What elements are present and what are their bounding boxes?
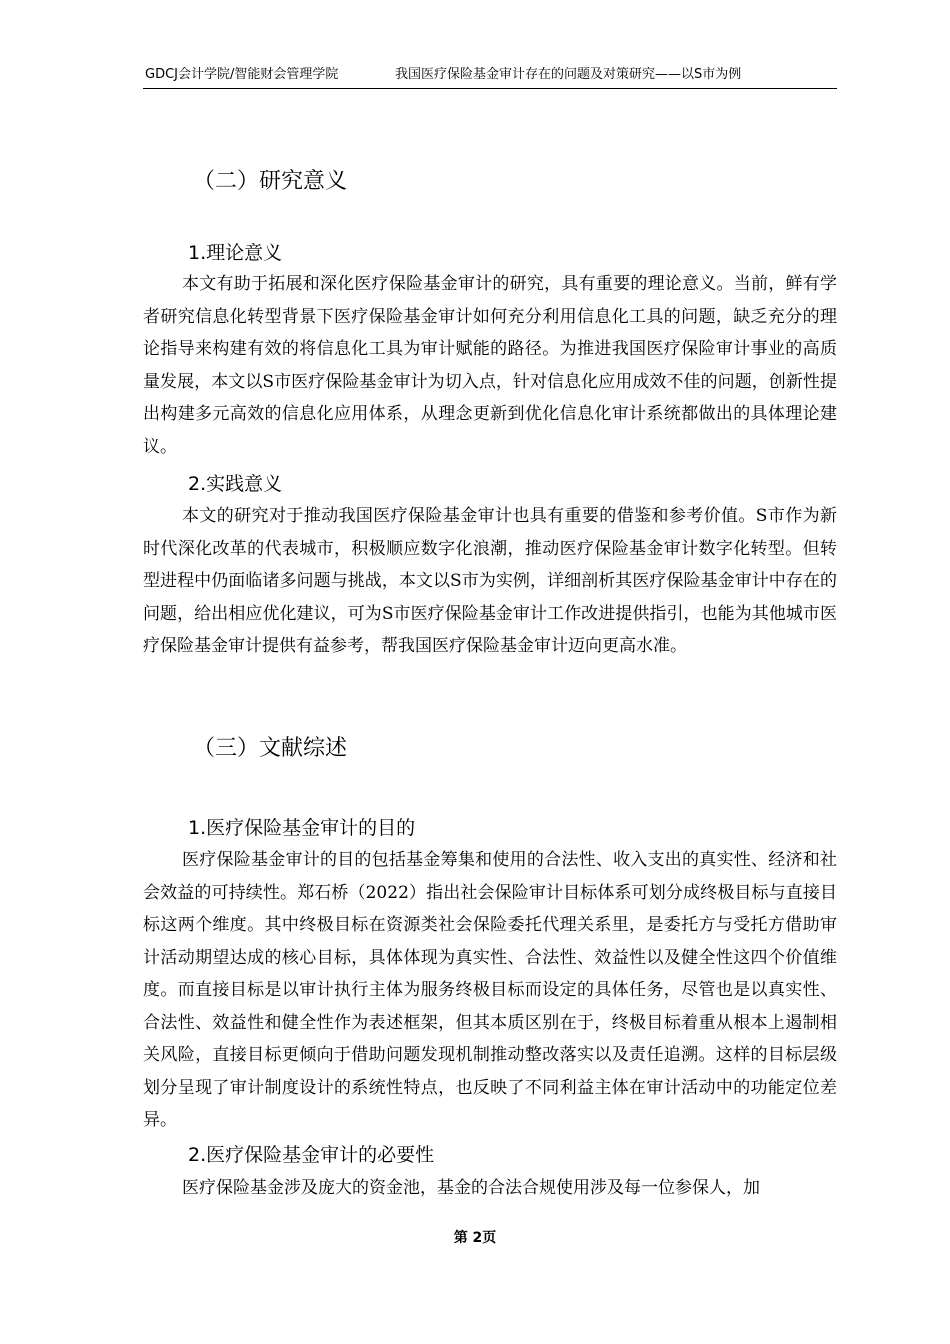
page-header: [143, 66, 837, 89]
section-title-research-significance: （二）研究意义: [193, 169, 348, 194]
section-title-literature-review: （三）文献综述: [193, 736, 348, 761]
paragraph-practical: 本文的研究对于推动我国医疗保险基金审计也具有重要的借鉴和参考价值。S市作为新时代深化改革的代表城市，积极顺应数字化浪潮，推动医疗保险基金审计数字化转型。但转型进程中仍面临诸多问题与挑战，本文以S市为实例，详细剖析其医疗保险基金审计中存在的问题，给出相应优化建议，可为S市医疗保险基金审计工作改进提供指引，也能为其他城市医疗保险基金审计提供有益参考，帮我国医疗保险基金审计迈向更高水准。: [143, 506, 837, 656]
page-number: 第 2页: [453, 1230, 497, 1246]
subsection-title-audit-necessity: 2.医疗保险基金审计的必要性: [188, 1144, 435, 1166]
subsection-title-theoretical: 1.理论意义: [188, 242, 283, 264]
subsection-title-audit-purpose: 1.医疗保险基金审计的目的: [188, 817, 416, 839]
subsection-title-practical: 2.实践意义: [188, 473, 283, 495]
header-right: 我国医疗保险基金审计存在的问题及对策研究——以S市为例: [395, 67, 742, 82]
header-left: GDCJ会计学院/智能财会管理学院: [145, 67, 339, 82]
paragraph-theoretical: 本文有助于拓展和深化医疗保险基金审计的研究，具有重要的理论意义。当前，鲜有学者研究信息化转型背景下医疗保险基金审计如何充分利用信息化工具的问题，缺乏充分的理论指导来构建有效的将信息化工具为审计赋能的路径。为推进我国医疗保险审计事业的高质量发展，本文以S市医疗保险基金审计为切入点，针对信息化应用成效不佳的问题，创新性提出构建多元高效的信息化应用体系，从理念更新到优化信息化审计系统都做出的具体理论建议。: [143, 274, 837, 457]
paragraph-audit-purpose: 医疗保险基金审计的目的包括基金筹集和使用的合法性、收入支出的真实性、经济和社会效益的可持续性。郑石桥（2022）指出社会保险审计目标体系可划分成终极目标与直接目标这两个维度。其中终极目标在资源类社会保险委托代理关系里，是委托方与受托方借助审计活动期望达成的核心目标，具体体现为真实性、合法性、效益性以及健全性这四个价值维度。而直接目标是以审计执行主体为服务终极目标而设定的具体任务，尽管也是以真实性、合法性、效益性和健全性作为表述框架，但其本质区别在于，终极目标着重从根本上遏制相关风险，直接目标更倾向于借助问题发现机制推动整改落实以及责任追溯。这样的目标层级划分呈现了审计制度设计的系统性特点，也反映了不同利益主体在审计活动中的功能定位差异。: [143, 850, 837, 1130]
paragraph-audit-necessity: 医疗保险基金涉及庞大的资金池，基金的合法合规使用涉及每一位参保人，加: [182, 1178, 760, 1198]
